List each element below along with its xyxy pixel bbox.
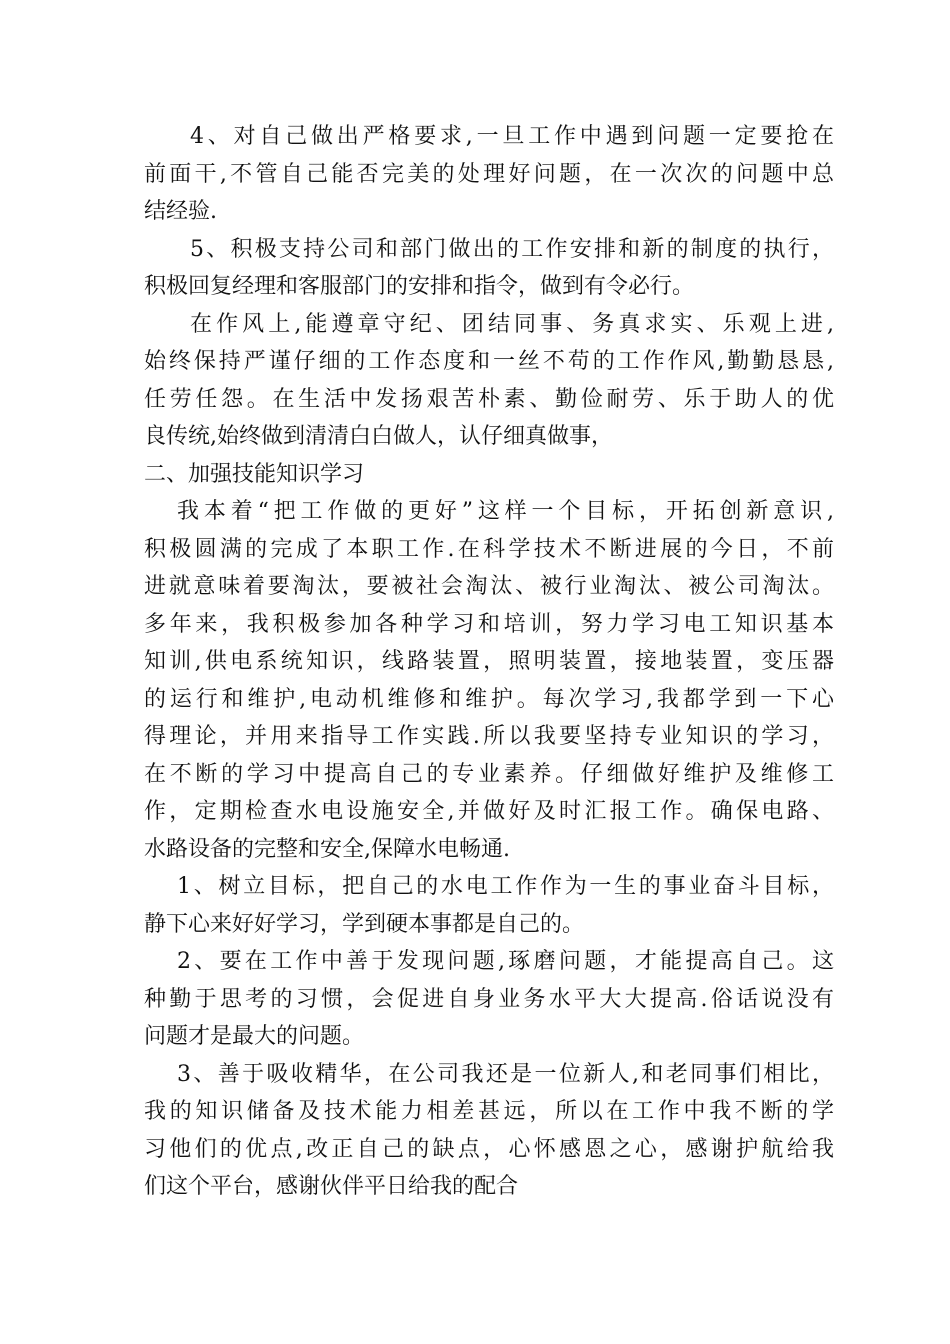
text-line: 前面干,不管自己能否完美的处理好问题，在一次次的问题中总 — [144, 161, 834, 187]
text-line: 1、树立目标，把自己的水电工作作为一生的事业奋斗目标， — [177, 874, 834, 899]
text-line: 任劳任怨。在生活中发扬艰苦朴素、勤俭耐劳、乐于助人的优 — [144, 386, 834, 412]
text-line: 多年来，我积极参加各种学习和培训，努力学习电工知识基本 — [144, 611, 834, 637]
text-line: 静下心来好好学习，学到硬本事都是自己的。 — [144, 911, 585, 937]
paragraph-item-3 — [144, 1056, 834, 1206]
paragraph-work-style — [144, 306, 834, 456]
paragraph-item-2 — [144, 943, 834, 1056]
text-line: 结经验. — [144, 199, 217, 224]
text-line: 问题才是最大的问题。 — [144, 1024, 365, 1049]
text-line: 我本着“把工作做的更好”这样一个目标，开拓创新意识, — [177, 499, 834, 524]
text-line: 知训,供电系统知识，线路装置，照明装置，接地装置，变压器 — [144, 649, 834, 674]
paragraph-skills-learning — [144, 493, 834, 868]
text-line: 种勤于思考的习惯，会促进自身业务水平大大提高.俗话说没有 — [144, 986, 834, 1012]
document-page — [144, 118, 834, 1206]
text-line: 4、对自己做出严格要求,一旦工作中遇到问题一定要抢在 — [190, 124, 834, 149]
heading-line: 二、加强技能知识学习 — [144, 461, 365, 487]
text-line: 作，定期检查水电设施安全,并做好及时汇报工作。确保电路、 — [144, 799, 834, 824]
text-line: 3、善于吸收精华，在公司我还是一位新人,和老同事们相比， — [177, 1061, 834, 1087]
text-line: 我的知识储备及技术能力相差甚远，所以在工作中我不断的学 — [144, 1099, 834, 1124]
text-line: 的运行和维护,电动机维修和维护。每次学习,我都学到一下心 — [144, 686, 834, 712]
text-line: 们这个平台，感谢伙伴平日给我的配合 — [144, 1174, 519, 1199]
section-heading — [144, 456, 834, 494]
text-line: 始终保持严谨仔细的工作态度和一丝不苟的工作作风,勤勤恳恳, — [144, 349, 834, 374]
text-line: 水路设备的完整和安全,保障水电畅通. — [144, 836, 510, 862]
text-line: 积极圆满的完成了本职工作.在科学技术不断进展的今日，不前 — [144, 536, 834, 562]
paragraph-item-1 — [144, 868, 834, 943]
text-line: 得理论，并用来指导工作实践.所以我要坚持专业知识的学习， — [144, 724, 834, 749]
text-line: 习他们的优点,改正自己的缺点，心怀感恩之心，感谢护航给我 — [144, 1136, 834, 1162]
text-line: 积极回复经理和客服部门的安排和指令，做到有令必行。 — [144, 274, 695, 299]
paragraph-item-5 — [144, 231, 834, 306]
text-line: 在作风上,能遵章守纪、团结同事、务真求实、乐观上进, — [190, 311, 834, 337]
paragraph-item-4 — [144, 118, 834, 231]
text-line: 5、积极支持公司和部门做出的工作安排和新的制度的执行， — [190, 236, 834, 262]
text-line: 2、要在工作中善于发现问题,琢磨问题，才能提高自己。这 — [177, 949, 834, 974]
text-line: 良传统,始终做到清清白白做人，认仔细真做事， — [144, 424, 613, 449]
text-line: 进就意味着要淘汰，要被社会淘汰、被行业淘汰、被公司淘汰。 — [144, 574, 834, 599]
text-line: 在不断的学习中提高自己的专业素养。仔细做好维护及维修工 — [144, 761, 834, 787]
